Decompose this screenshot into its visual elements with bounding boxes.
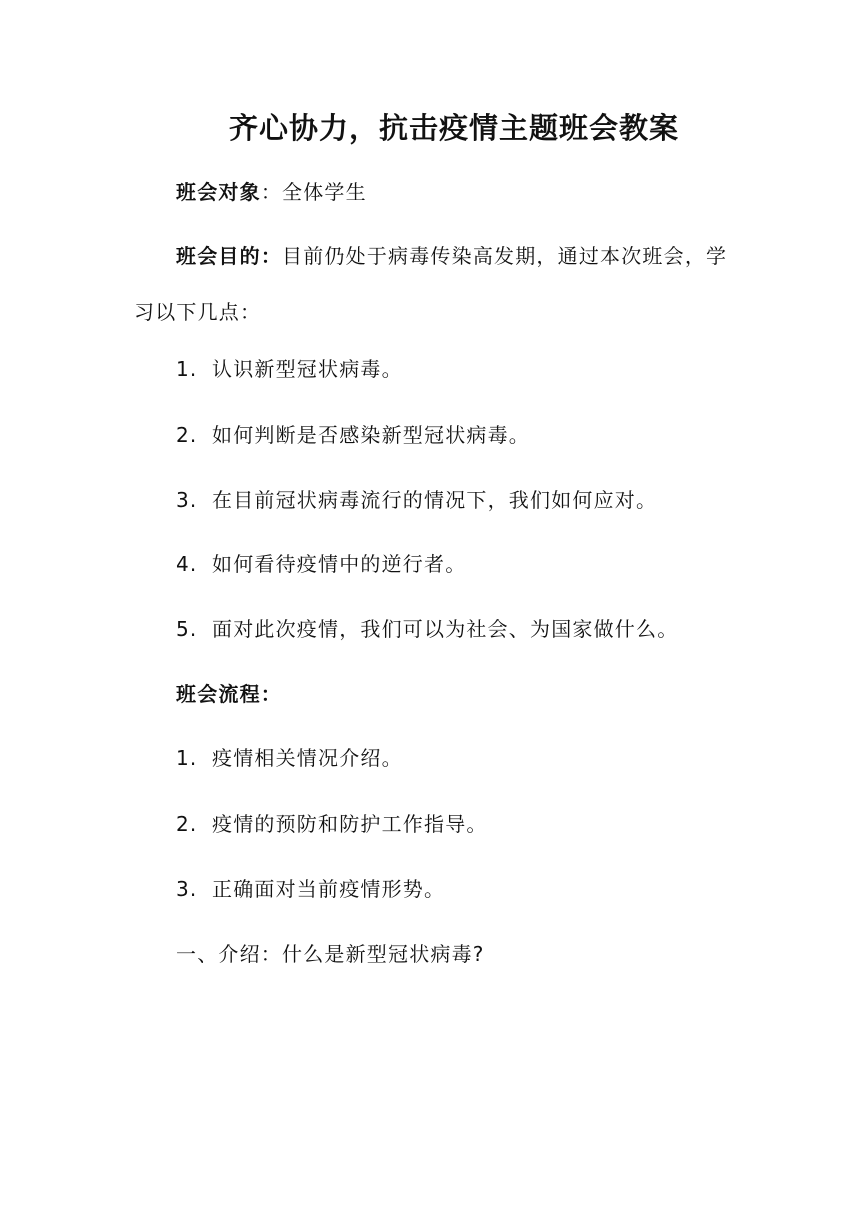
- goal-number: 3.: [176, 488, 198, 512]
- goal-item: [176, 615, 678, 643]
- goal-text: 认识新型冠状病毒。: [212, 357, 403, 381]
- purpose-label: 班会目的: [176, 244, 261, 268]
- goal-number: 2.: [176, 423, 198, 447]
- process-text: 疫情相关情况介绍。: [212, 746, 403, 770]
- process-number: 3.: [176, 877, 198, 901]
- purpose-paragraph: [134, 228, 734, 340]
- process-item: [176, 744, 403, 772]
- process-text: 正确面对当前疫情形势。: [212, 877, 446, 901]
- purpose-separator: ：: [260, 244, 283, 268]
- goal-item: [176, 550, 466, 578]
- audience-line: [176, 178, 367, 206]
- process-item: [176, 875, 445, 903]
- audience-value: 全体学生: [282, 180, 367, 204]
- goal-text: 如何判断是否感染新型冠状病毒。: [212, 423, 530, 447]
- process-text: 疫情的预防和防护工作指导。: [212, 812, 488, 836]
- goal-item: [176, 355, 403, 383]
- section-heading: 一、介绍：什么是新型冠状病毒?: [176, 942, 485, 966]
- audience-label: 班会对象: [176, 180, 261, 204]
- process-number: 1.: [176, 746, 198, 770]
- audience-separator: ：: [260, 180, 283, 204]
- purpose-text: 目前仍处于病毒传染高发期，通过本次班会，学习以下几点：: [134, 244, 728, 324]
- goal-text: 如何看待疫情中的逆行者。: [212, 552, 467, 576]
- goal-item: [176, 486, 657, 514]
- process-heading: 班会流程：: [176, 682, 282, 706]
- page-title: 齐心协力，抗击疫情主题班会教案: [228, 111, 679, 145]
- goal-number: 1.: [176, 357, 198, 381]
- goal-number: 4.: [176, 552, 198, 576]
- goal-number: 5.: [176, 617, 198, 641]
- process-item: [176, 810, 488, 838]
- goal-text: 在目前冠状病毒流行的情况下，我们如何应对。: [212, 488, 658, 512]
- goal-text: 面对此次疫情，我们可以为社会、为国家做什么。: [212, 617, 679, 641]
- goal-item: [176, 421, 530, 449]
- process-number: 2.: [176, 812, 198, 836]
